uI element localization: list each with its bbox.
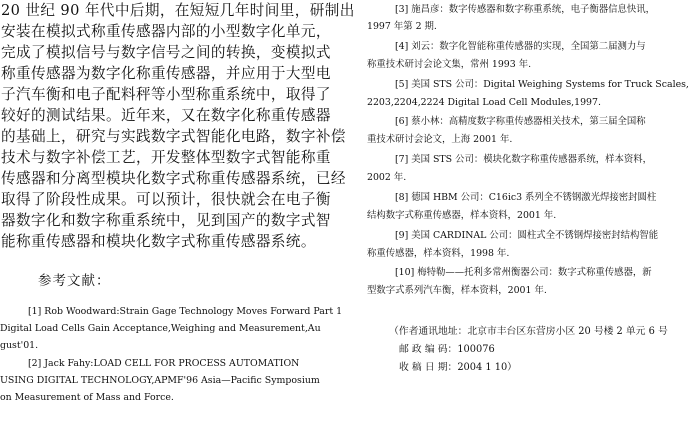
- body-line: 取得了阶段性成果。可以预计，很快就会在电子衡: [1, 191, 331, 208]
- author-address: （作者通讯地址：北京市丰台区东营房小区 20 号楼 2 单元 6 号: [389, 326, 668, 337]
- reference-line: [3] 施昌彦：数字传感器和数字称重系统，电子衡器信息快讯，: [395, 4, 656, 15]
- postal-code: 邮 政 编 码：100076: [399, 344, 495, 355]
- reference-line: [7] 美国 STS 公司：模块化数字称重传感器系统，样本资料，: [395, 154, 652, 165]
- body-line: 器数字化和数字称重系统中，见到国产的数字式智: [1, 212, 331, 229]
- body-line: 安装在模拟式称重传感器内部的小型数字化单元，: [1, 23, 331, 40]
- body-line: 完成了模拟信号与数字信号之间的转换，变模拟式: [1, 44, 331, 61]
- references-heading: 参考文献：: [38, 273, 111, 289]
- body-line: 的基础上，研究与实践数字式智能化电路，数字补偿: [1, 128, 346, 145]
- body-line: 子汽车衡和电子配料秤等小型称重系统中，取得了: [1, 86, 331, 103]
- body-line: 技术与数字补偿工艺，开发整体型数字式智能称重: [1, 149, 331, 166]
- reference-line: on Measurement of Mass and Force.: [0, 392, 174, 403]
- reference-line: Digital Load Cells Gain Acceptance,Weighing and Measurement,Au: [0, 323, 321, 334]
- reference-line: [4] 刘云：数字化智能称重传感器的实现，全国第二届测力与: [395, 41, 646, 52]
- body-line: 20 世纪 90 年代中后期，在短短几年时间里，研制出: [1, 2, 355, 19]
- body-line: 较好的测试结果。近年来，又在数字化称重传感器: [1, 107, 331, 124]
- reference-line: 型数字式系列汽车衡，样本资料，2001 年.: [367, 285, 547, 296]
- reference-line: [10] 梅特勒——托利多常州衡器公司：数字式称重传感器，新: [395, 267, 652, 278]
- reference-line: USING DIGITAL TECHNOLOGY,APMF'96 Asia—Pacific Symposium: [0, 375, 320, 386]
- reference-line: 称重技术研讨会论文集，常州 1993 年.: [367, 59, 532, 70]
- reference-line: 2203,2204,2224 Digital Load Cell Modules,1997.: [367, 97, 601, 108]
- reference-line: [2] Jack Fahy:LOAD CELL FOR PROCESS AUTOMATION: [28, 358, 300, 369]
- reference-line: 结构数字式称重传感器，样本资料，2001 年.: [367, 210, 557, 221]
- reference-line: 称重传感器，样本资料，1998 年.: [367, 248, 510, 259]
- reference-line: gust'01.: [0, 340, 39, 351]
- received-date: 收 稿 日 期：2004 1 10）: [399, 362, 517, 373]
- body-line: 能称重传感器和模块化数字式称重传感器系统。: [1, 233, 316, 250]
- reference-line: [9] 美国 CARDINAL 公司：圆柱式全不锈钢焊接密封结构智能: [395, 230, 659, 241]
- reference-line: [6] 蔡小林：高精度数字称重传感器相关技术，第三届全国称: [395, 116, 646, 127]
- body-line: 传感器和分离型模块化数字式称重传感器系统，已经: [1, 170, 346, 187]
- reference-line: 1997 年第 2 期.: [367, 21, 437, 32]
- body-line: 称重传感器为数字化称重传感器，并应用于大型电: [1, 65, 331, 82]
- reference-line: 重技术研讨会论文，上海 2001 年.: [367, 134, 513, 145]
- reference-line: [5] 美国 STS 公司：Digital Weighing Systems for Truck Scales,: [395, 79, 689, 90]
- reference-line: [1] Rob Woodward:Strain Gage Technology Moves Forward Part 1: [28, 306, 343, 317]
- reference-line: [8] 德国 HBM 公司：C16ic3 系列全不锈钢激光焊接密封圆柱: [395, 192, 657, 203]
- reference-line: 2002 年.: [367, 172, 407, 183]
